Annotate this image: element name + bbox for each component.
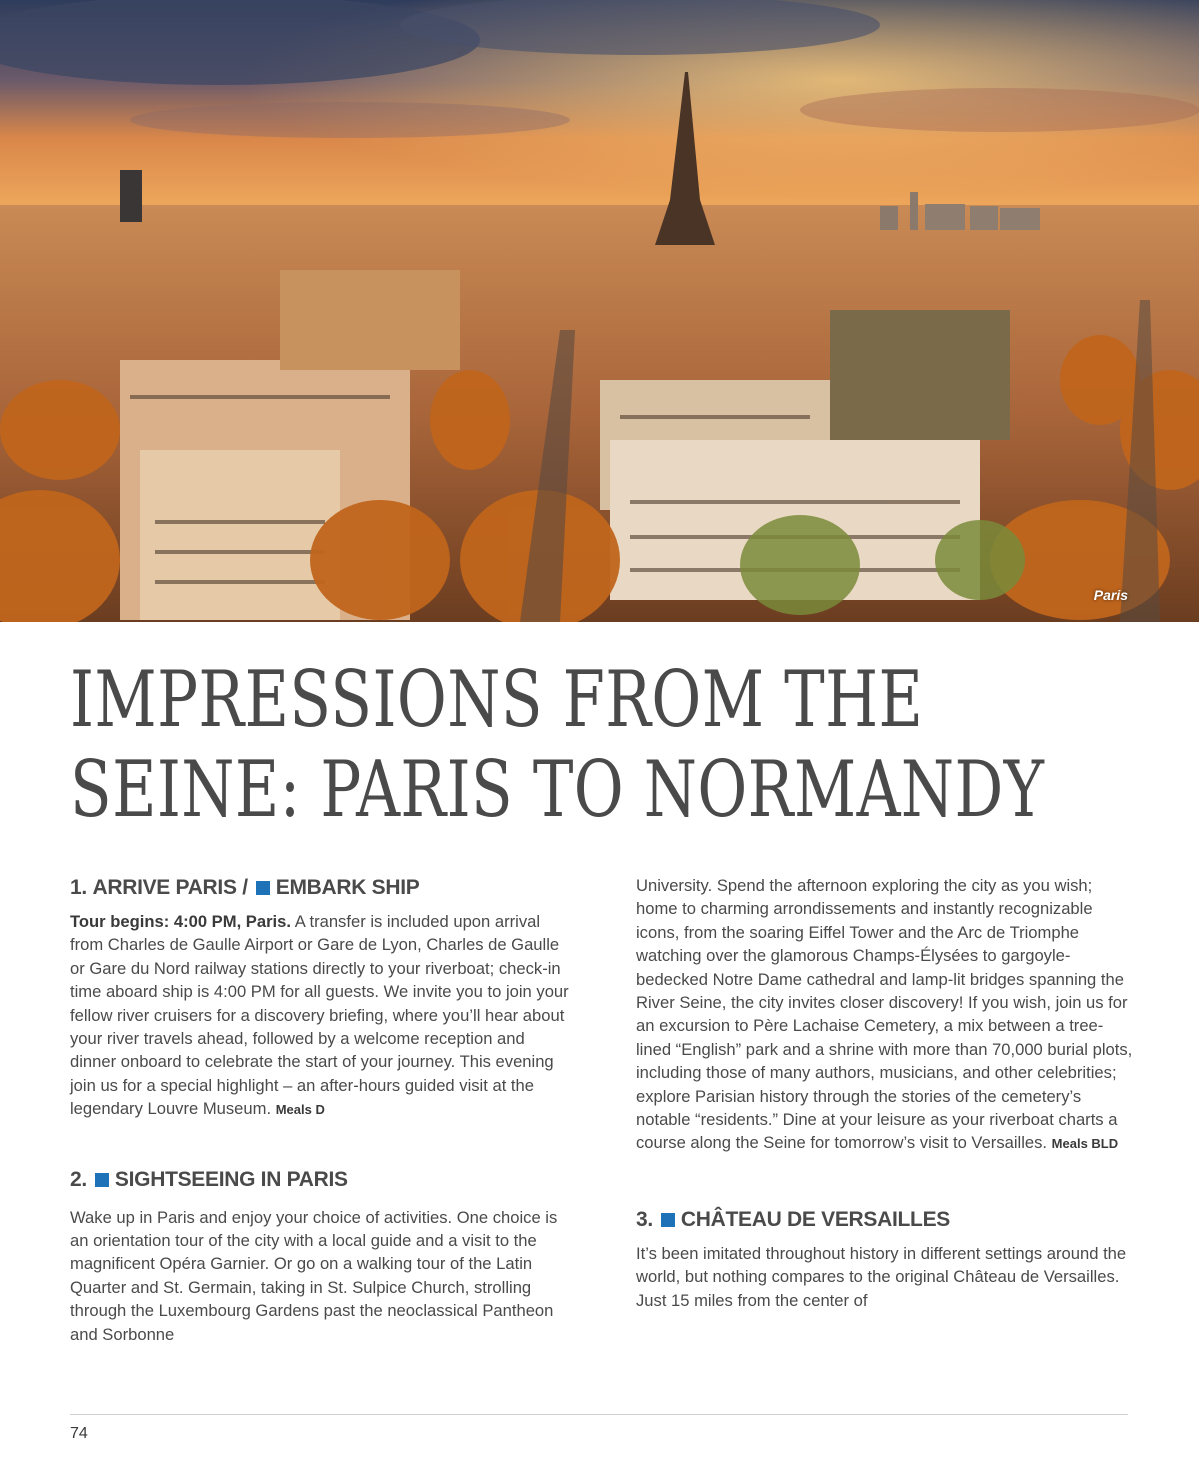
- page-title: [70, 655, 1045, 835]
- day-1-text: [70, 910, 570, 1122]
- day-2-meals: Meals BLD: [1051, 1136, 1119, 1152]
- title-line-2: SEINE: PARIS TO NORMANDY: [70, 745, 1045, 835]
- day-1-number: 1.: [70, 876, 87, 899]
- footer-divider: [70, 1414, 1128, 1415]
- day-2-heading: [70, 1166, 570, 1194]
- day-3-title: CHÂTEAU DE VERSAILLES: [680, 1207, 950, 1231]
- hero-image: [0, 0, 1199, 622]
- day-2-number: 2.: [70, 1167, 87, 1191]
- day-3-text: It’s been imitated throughout history in different settings around the world, but nothing compares to the original Château de Versailles. Just 15 miles from the center of: [636, 1243, 1127, 1310]
- day-1-meals: Meals D: [275, 1102, 325, 1118]
- day-3-number: 3.: [636, 1207, 653, 1231]
- left-column: [70, 874, 570, 1346]
- square-marker-icon: [661, 1213, 675, 1227]
- day-2-title: SIGHTSEEING IN PARIS: [114, 1167, 348, 1191]
- title-line-1: IMPRESSIONS FROM THE: [70, 655, 924, 745]
- day-1-lead: Tour begins: 4:00 PM, Paris.: [70, 912, 291, 931]
- day-3-heading: [636, 1206, 1136, 1234]
- day-2-text-continued: [636, 874, 1136, 1156]
- day-2-body-cont: University. Spend the afternoon exploring the city as you wish; home to charming arrondissements and instantly recognizable icons, from the soaring Eiffel Tower and the Arc de Triomphe watching over the glamorous Champs-Élysées to gargoyle-bedecked Notre Dame cathedral and lamp-lit bridges spanning the River Seine, the city invites closer discovery! If you wish, join us for an excursion to Père Lachaise Cemetery, a mix between a tree-lined “English” park and a shrine with more than 70,000 burial plots, including those of many authors, musicians, and other celebrities; explore Parisian history through the stories of the cemetery’s notable “residents.” Dine at your leisure as your riverboat charts a course along the Seine for tomorrow’s visit to Versailles.: [636, 876, 1133, 1153]
- page-number: 74: [70, 1425, 88, 1442]
- square-marker-icon: [95, 1173, 109, 1187]
- right-column: [636, 874, 1136, 1312]
- day-1-heading-b: EMBARK SHIP: [275, 876, 420, 899]
- square-marker-icon: [256, 881, 270, 895]
- day-1-heading: [70, 874, 570, 902]
- day-1-heading-a: ARRIVE PARIS /: [92, 876, 248, 899]
- photo-caption: Paris: [1093, 587, 1128, 603]
- paris-skyline-photo: [0, 0, 1199, 622]
- day-1-body: A transfer is included upon arrival from Charles de Gaulle Airport or Gare de Lyon, Charles de Gaulle or Gare du Nord railway stations directly to your riverboat; check-in time aboard ship is 4:00 PM for all guests. We invite you to join your fellow river cruisers for a discovery briefing, where you’ll hear about your river travels ahead, followed by a welcome reception and dinner onboard to celebrate the start of your journey. This evening join us for a special highlight – an after-hours guided visit at the legendary Louvre Museum.: [70, 912, 569, 1119]
- day-2-text: Wake up in Paris and enjoy your choice of activities. One choice is an orientation tour of the city with a local guide and a visit to the magnificent Opéra Garnier. Or go on a walking tour of the Latin Quarter and St. Germain, taking in St. Sulpice Church, strolling through the Luxembourg Gardens past the neoclassical Pantheon and Sorbonne: [70, 1207, 558, 1344]
